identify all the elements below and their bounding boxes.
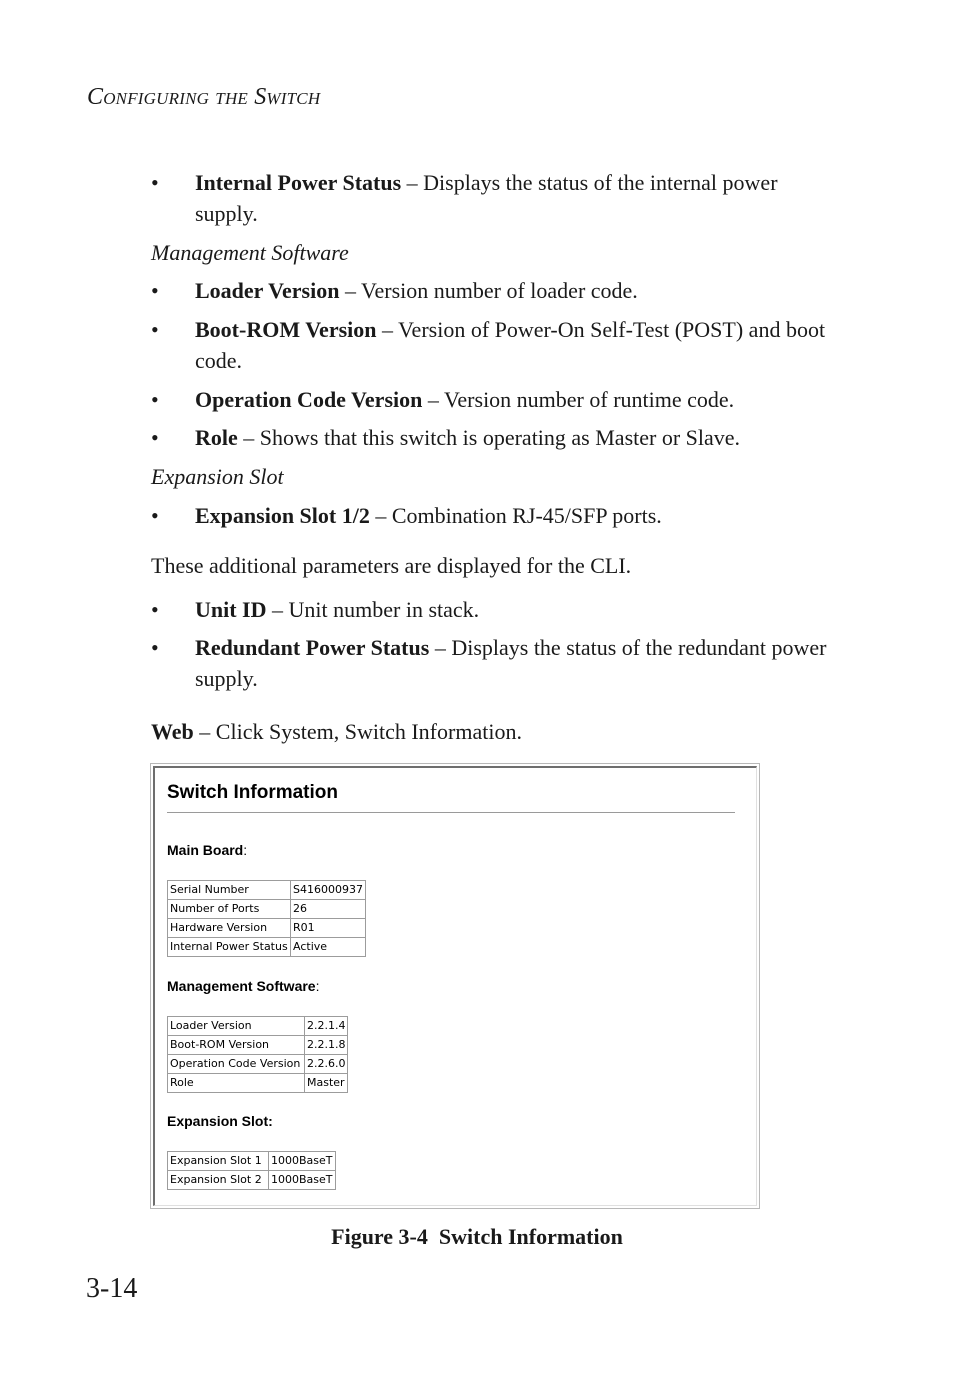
table-cell: Serial Number xyxy=(168,881,291,900)
table-row xyxy=(168,1055,348,1074)
term: Unit ID xyxy=(195,597,267,622)
figure-number: Figure 3-4 xyxy=(331,1224,428,1249)
table-cell: Internal Power Status xyxy=(168,938,291,957)
web-description: – Click System, Switch Information. xyxy=(193,719,522,744)
figure-page-title: Switch Information xyxy=(167,782,338,803)
table-row xyxy=(168,1036,348,1055)
bullet-icon: • xyxy=(151,635,159,660)
subheading-management-software: Management Software xyxy=(151,240,349,265)
table-cell: Operation Code Version xyxy=(168,1055,305,1074)
table-cell: Active xyxy=(291,938,366,957)
table-cell: 26 xyxy=(291,900,366,919)
description: – Displays the status of the redundant power supply. xyxy=(195,635,827,691)
subheading-expansion-slot: Expansion Slot xyxy=(151,464,284,489)
table-cell: 1000BaseT xyxy=(269,1171,336,1190)
web-instruction xyxy=(151,716,522,747)
table-cell: Master xyxy=(305,1074,348,1093)
main-board-table xyxy=(167,880,366,957)
figure-screenshot xyxy=(150,763,760,1209)
section-label-expansion-slot: Expansion Slot: xyxy=(167,1113,273,1129)
table-cell: Boot-ROM Version xyxy=(168,1036,305,1055)
table-cell: 2.2.6.0 xyxy=(305,1055,348,1074)
running-header: Configuring the Switch xyxy=(87,84,321,110)
section-label-management-software: Management Software: xyxy=(167,978,320,994)
table-cell: Role xyxy=(168,1074,305,1093)
web-label: Web xyxy=(151,719,194,744)
table-cell: Number of Ports xyxy=(168,900,291,919)
table-row xyxy=(168,1074,348,1093)
term: Loader Version xyxy=(195,278,340,303)
bullet-icon: • xyxy=(151,503,159,528)
table-row xyxy=(168,1171,336,1190)
table-cell: R01 xyxy=(291,919,366,938)
table-row xyxy=(168,881,366,900)
table-row xyxy=(168,1017,348,1036)
table-row xyxy=(168,938,366,957)
figure-panel xyxy=(153,766,757,1206)
table-cell: Loader Version xyxy=(168,1017,305,1036)
title-divider xyxy=(167,812,735,814)
section-label-main-board: Main Board: xyxy=(167,842,248,858)
term: Expansion Slot 1/2 xyxy=(195,503,370,528)
table-row xyxy=(168,1152,336,1171)
table-cell: 1000BaseT xyxy=(269,1152,336,1171)
term: Redundant Power Status xyxy=(195,635,430,660)
term: Boot-ROM Version xyxy=(195,317,377,342)
term: Internal Power Status xyxy=(195,170,402,195)
table-cell: Expansion Slot 2 xyxy=(168,1171,269,1190)
table-row xyxy=(168,919,366,938)
table-cell: Hardware Version xyxy=(168,919,291,938)
description: – Displays the status of the internal power supply. xyxy=(195,170,778,226)
bullet-icon: • xyxy=(151,597,159,622)
description: – Shows that this switch is operating as Master or Slave. xyxy=(237,425,741,450)
table-row xyxy=(168,900,366,919)
bullet-icon: • xyxy=(151,278,159,303)
description: – Unit number in stack. xyxy=(266,597,480,622)
management-software-table xyxy=(167,1016,348,1093)
table-cell: 2.2.1.8 xyxy=(305,1036,348,1055)
bullet-icon: • xyxy=(151,170,159,195)
figure-caption-title: Switch Information xyxy=(438,1224,623,1249)
bullet-icon: • xyxy=(151,317,159,342)
expansion-slot-table xyxy=(167,1151,336,1190)
table-cell: 2.2.1.4 xyxy=(305,1017,348,1036)
figure-caption xyxy=(0,1224,954,1250)
description: – Version number of runtime code. xyxy=(422,387,735,412)
page-number: 3-14 xyxy=(86,1273,138,1304)
description: – Version of Power-On Self-Test (POST) and boot code. xyxy=(195,317,826,373)
term: Role xyxy=(195,425,238,450)
table-cell: S416000937 xyxy=(291,881,366,900)
term: Operation Code Version xyxy=(195,387,423,412)
bullet-icon: • xyxy=(151,425,159,450)
bullet-icon: • xyxy=(151,387,159,412)
table-cell: Expansion Slot 1 xyxy=(168,1152,269,1171)
description: – Version number of loader code. xyxy=(339,278,638,303)
cli-intro-paragraph: These additional parameters are displayed for the CLI. xyxy=(151,553,632,578)
description: – Combination RJ-45/SFP ports. xyxy=(369,503,662,528)
